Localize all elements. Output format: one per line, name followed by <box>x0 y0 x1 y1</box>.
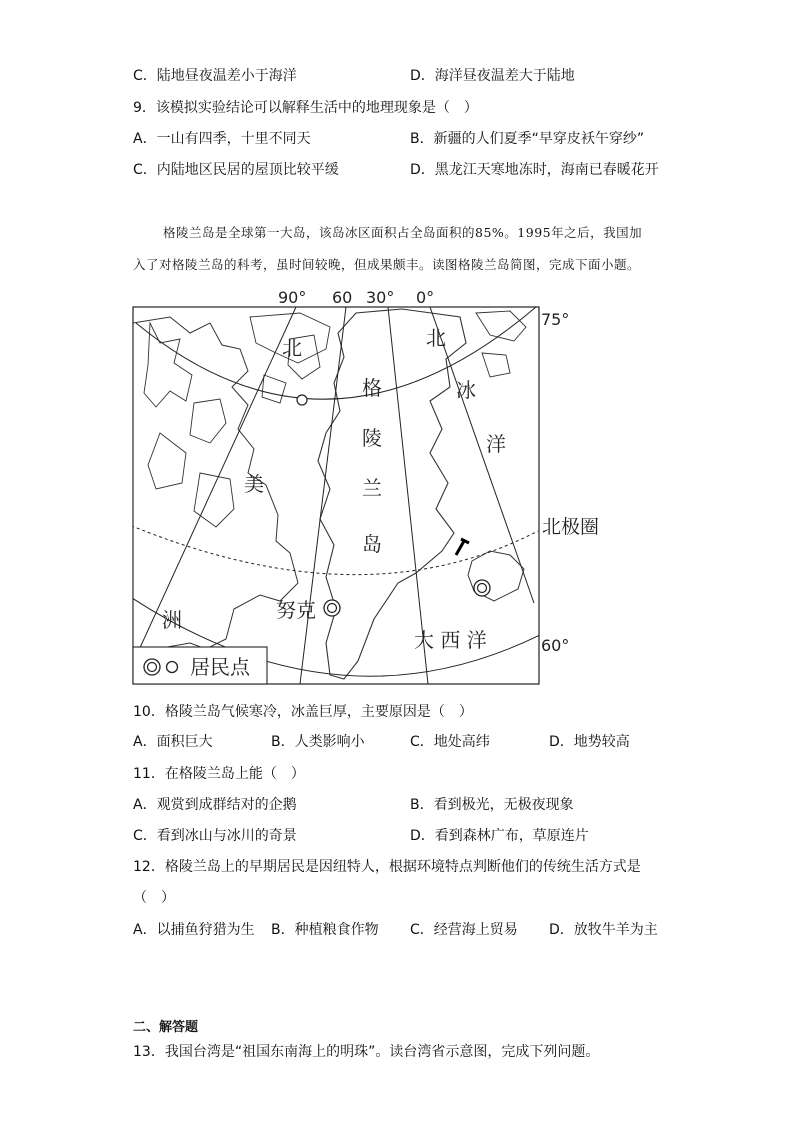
america-char-2: 洲 <box>162 608 182 632</box>
passage-line-2: 入了对格陵兰岛的科考，虽时间较晚，但成果颇丰。读图格陵兰岛简图，完成下面小题。 <box>133 257 641 272</box>
lon-label-90: 90° <box>278 288 307 307</box>
q11-option-a: A．观赏到成群结对的企鹅 <box>133 797 297 813</box>
q11-option-b: B．看到极光，无极夜现象 <box>410 797 574 813</box>
q8-option-d: D．海洋昼夜温差大于陆地 <box>410 68 575 84</box>
legend-minor-icon <box>167 662 178 673</box>
q12-option-c: C．经营海上贸易 <box>410 922 518 938</box>
legend-label: 居民点 <box>190 655 250 679</box>
q13-stem: 13．我国台湾是“祖国东南海上的明珠”。读台湾省示意图，完成下列问题。 <box>133 1044 600 1060</box>
q9-option-c: C．内陆地区民居的屋顶比较平缓 <box>133 162 339 178</box>
greenland-map <box>130 283 600 688</box>
island-char-4: 岛 <box>362 532 382 556</box>
arctic-ocean-char-3: 冰 <box>456 378 476 402</box>
q9-option-b: B．新疆的人们夏季“早穿皮袄午穿纱” <box>410 131 645 147</box>
q11-option-c: C．看到冰山与冰川的奇景 <box>133 828 297 844</box>
q8-option-c: C．陆地昼夜温差小于海洋 <box>133 68 297 84</box>
island-char-2: 陵 <box>362 426 382 450</box>
lat-label-60: 60° <box>541 636 570 655</box>
passage-line-1: 格陵兰岛是全球第一大岛，该岛冰区面积占全岛面积的85%。1995年之后，我国加 <box>163 225 643 240</box>
q9-option-a: A．一山有四季，十里不同天 <box>133 131 311 147</box>
q9-stem: 9．该模拟实验结论可以解释生活中的地理现象是（ ） <box>133 100 478 116</box>
lon-label-0: 0° <box>416 288 435 307</box>
q10-option-c: C．地处高纬 <box>410 734 490 750</box>
reykjavik-marker <box>474 580 490 596</box>
lon-label-60: 60 <box>332 288 353 307</box>
arctic-ocean-char-2: 北 <box>426 326 446 350</box>
q12-paren: （ ） <box>133 890 175 906</box>
q11-option-d: D．看到森林广布，草原连片 <box>410 828 589 844</box>
q9-option-d: D．黑龙江天寒地冻时，海南已春暖花开 <box>410 162 659 178</box>
q11-stem: 11．在格陵兰岛上能（ ） <box>133 766 305 782</box>
q12-option-b: B．种植粮食作物 <box>271 922 379 938</box>
arctic-circle-label: 北极圈 <box>542 516 600 538</box>
q10-option-d: D．地势较高 <box>549 734 630 750</box>
section-heading: 二、解答题 <box>133 1020 199 1035</box>
atlantic-ocean-label: 大 西 洋 <box>414 628 487 652</box>
lon-label-30: 30° <box>366 288 395 307</box>
island-char-3: 兰 <box>362 476 382 500</box>
q10-option-a: A．面积巨大 <box>133 734 213 750</box>
lat-label-75: 75° <box>541 310 570 329</box>
q12-stem: 12．格陵兰岛上的早期居民是因纽特人，根据环境特点判断他们的传统生活方式是 <box>133 859 641 875</box>
settlement-marker <box>297 395 307 405</box>
q12-option-a: A．以捕鱼狩猎为生 <box>133 922 255 938</box>
nuuk-label: 努克 <box>276 598 316 622</box>
arctic-ocean-char-4: 洋 <box>486 432 506 456</box>
america-char-1: 美 <box>244 472 264 496</box>
q12-option-d: D．放牧牛羊为主 <box>549 922 658 938</box>
island-char-1: 格 <box>362 376 382 400</box>
arctic-ocean-char-1: 北 <box>282 336 302 360</box>
legend-major-icon <box>144 659 160 675</box>
q10-stem: 10．格陵兰岛气候寒冷，冰盖巨厚，主要原因是（ ） <box>133 704 473 720</box>
q10-option-b: B．人类影响小 <box>271 734 365 750</box>
nuuk-marker <box>324 600 340 616</box>
